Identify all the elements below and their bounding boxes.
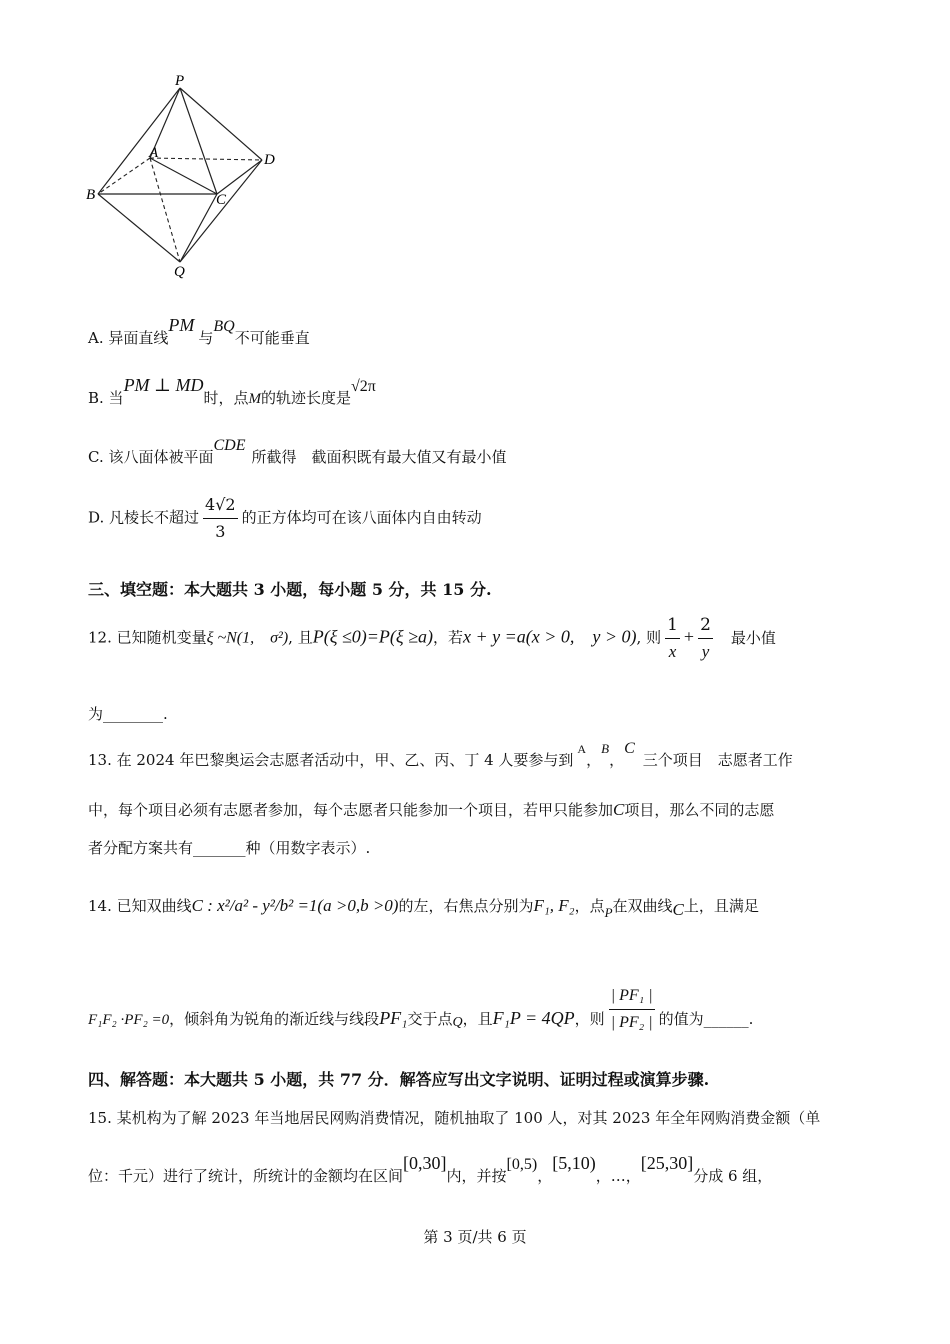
vertex-label-C: C <box>216 192 227 208</box>
option-d: D. 凡棱长不超过 $\frac{4√2}{3}$ 的正方体均可在该八面体内自由转动 <box>88 495 482 541</box>
edge-CQ <box>180 194 217 262</box>
question-13-line-1: 13. 在 2024 年巴黎奥运会志愿者活动中，甲、乙、丙、丁 4 人要参与到$^A$，B，C三个项目 志愿者工作 <box>88 740 793 769</box>
option-b: B. 当PM ⊥ MD时，点M的轨迹长度是√2π <box>88 375 376 407</box>
vertex-label-P: P <box>175 73 185 89</box>
section-4-heading: 四、解答题：本大题共 5 小题，共 77 分．解答应写出文字说明、证明过程或演算步骤. <box>88 1070 710 1089</box>
question-15-line-1: 15. 某机构为了解 2023 年当地居民网购消费情况，随机抽取了 100 人，对其 2023 年全年网购消费金额（单 <box>88 1109 821 1127</box>
question-15-line-2: 位：千元）进行了统计，所统计的金额均在区间[0,30]内，并按[0,5)，[5,10)，…，[25,30]分成 6 组， <box>88 1153 773 1185</box>
vertex-label-D: D <box>264 152 275 168</box>
question-12: 12. 已知随机变量ξ ~N(1, σ²), 且P(ξ ≤0)=P(ξ ≥a)，若x + y =a(x > 0, y > 0), 则 $\frac{1}{x}$ + $\frac{2}{y}$ 最小值 <box>88 615 776 661</box>
question-13-line-3: 者分配方案共有_______种（用数字表示）. <box>88 839 371 857</box>
question-12-answer-line: 为________. <box>88 705 168 723</box>
question-13-line-2: 中，每个项目必须有志愿者参加，每个志愿者只能参加一个项目，若甲只能参加C项目，那么不同的志愿 <box>88 800 775 819</box>
page-footer: 第 3 页/共 6 页 <box>423 1228 527 1246</box>
fraction-1-over-x: $\frac{1}{x}$ <box>667 615 678 661</box>
edge-AD-hidden <box>150 158 262 160</box>
vertex-label-Q: Q <box>174 264 185 280</box>
question-14-line-1: 14. 已知双曲线C : x²/a² - y²/b² =1(a >0,b >0)的左，右焦点分别为F₁, F₂，点P在双曲线C上，且满足 <box>88 896 759 920</box>
edge-AB-hidden <box>98 158 150 194</box>
vertex-label-B: B <box>86 187 96 203</box>
octahedron-figure <box>80 70 290 285</box>
section-3-heading: 三、填空题：本大题共 3 小题，每小题 5 分，共 15 分. <box>88 580 492 599</box>
edge-BQ <box>98 194 180 262</box>
fraction-2-over-y: $\frac{2}{y}$ <box>700 615 711 661</box>
edge-AQ-hidden <box>150 158 180 262</box>
fraction-pf1-over-pf2: $\frac{\text{| PF₁ |}}{\text{| PF₂ |}}$ <box>610 987 653 1031</box>
question-14-line-2: F₁F₂ ·PF₂ =0，倾斜角为锐角的渐近线与线段PF₁交于点Q，且F₁P = 4QP，则 $\frac{\text{| PF₁ |}}{\text{| PF₂ |}}$ 的值为______. <box>88 985 753 1034</box>
option-c: C. 该八面体被平面CDE所截得 截面积既有最大值又有最小值 <box>88 437 507 466</box>
edge-PB <box>98 88 180 194</box>
option-a: A. 异面直线PM与BQ不可能垂直 <box>88 315 310 347</box>
vertex-label-A: A <box>149 145 159 161</box>
edge-DQ <box>180 160 262 262</box>
fraction-4root2-over-3: $\frac{4√2}{3}$ <box>205 495 236 541</box>
